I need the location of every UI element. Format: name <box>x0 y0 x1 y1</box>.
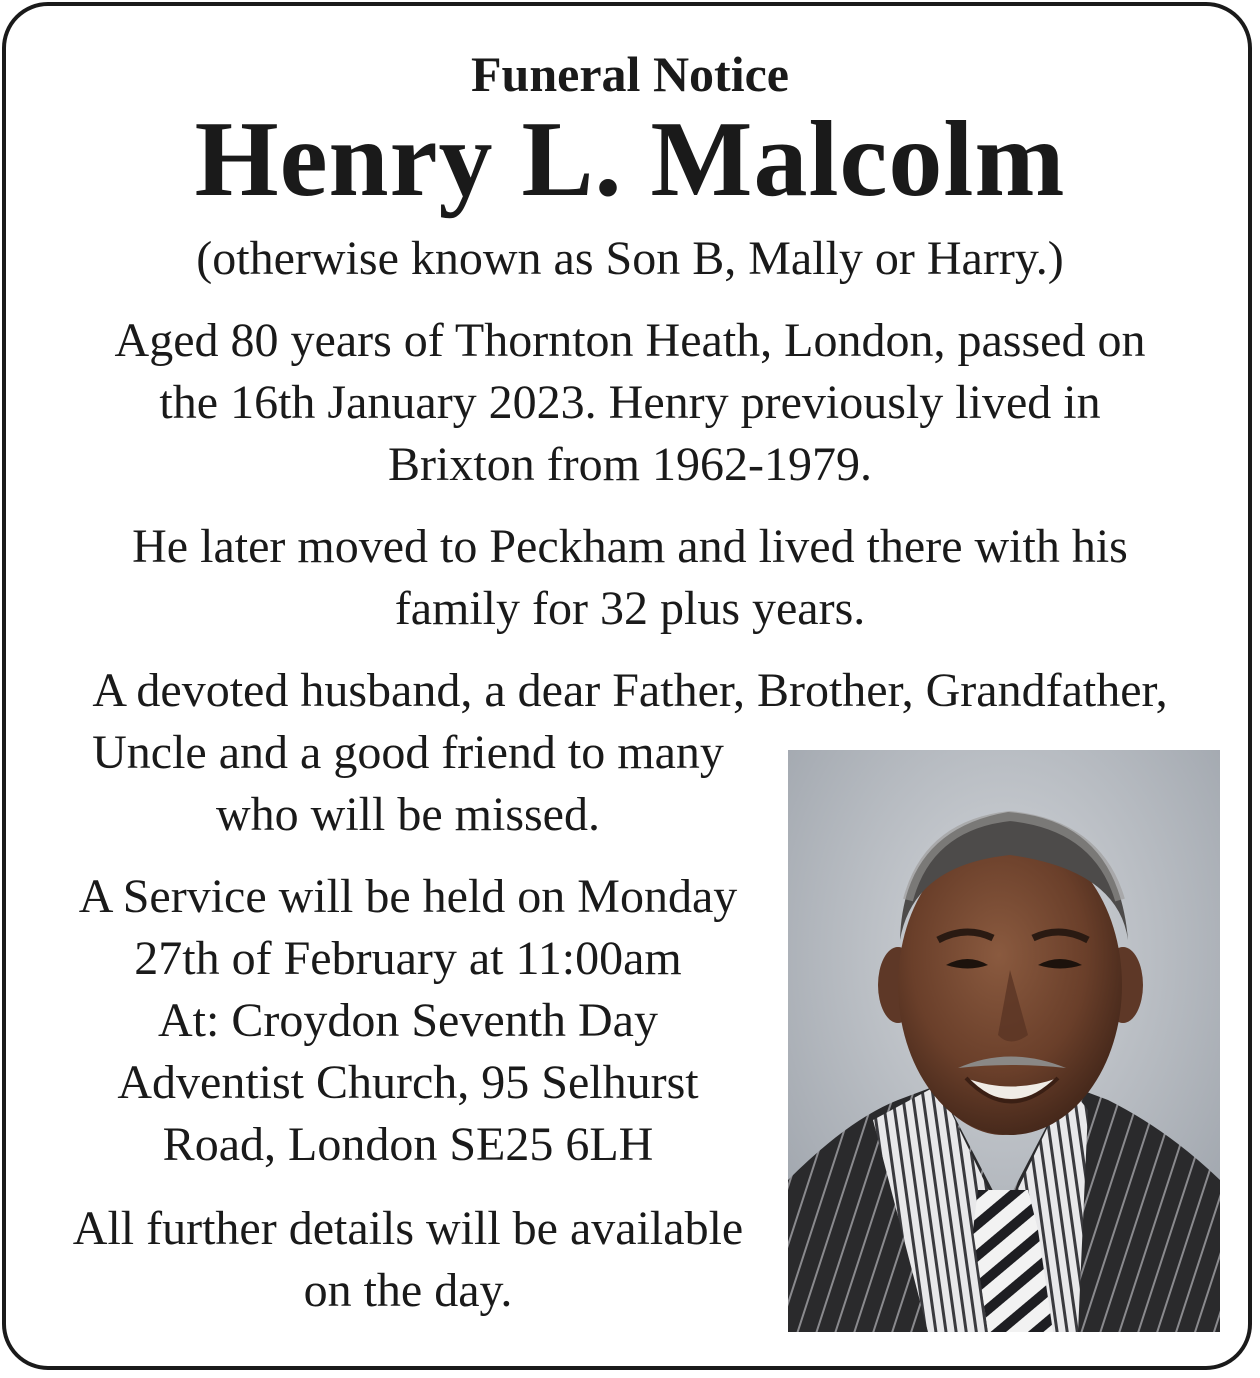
paragraph-line: who will be missed. <box>216 788 600 841</box>
service-line: Road, London SE25 6LH <box>162 1118 654 1171</box>
paragraph-line: the 16th January 2023. Henry previously lived in <box>159 376 1101 429</box>
aka-line <box>0 228 1260 290</box>
portrait-photo-icon <box>788 750 1220 1332</box>
paragraph-residence <box>0 310 1260 496</box>
further-details <box>28 1198 788 1322</box>
service-details <box>28 866 788 1176</box>
aka-text: (otherwise known as Son B, Mally or Harry.) <box>196 232 1064 285</box>
paragraph-line: Uncle and a good friend to many <box>92 726 724 779</box>
portrait-photo <box>788 750 1220 1332</box>
paragraph-line: Brixton from 1962-1979. <box>388 438 872 491</box>
deceased-name: Henry L. Malcolm <box>194 100 1066 219</box>
paragraph-line: A devoted husband, a dear Father, Brother, Grandfather, <box>92 664 1168 717</box>
service-line: 27th of February at 11:00am <box>134 932 682 985</box>
paragraph-line: family for 32 plus years. <box>394 582 866 635</box>
paragraph-devoted-first-line <box>0 660 1260 722</box>
service-line: A Service will be held on Monday <box>78 870 738 923</box>
further-line: on the day. <box>303 1264 513 1317</box>
paragraph-line: Aged 80 years of Thornton Heath, London, passed on <box>114 314 1146 367</box>
paragraph-devoted <box>28 722 788 846</box>
paragraph-line: He later moved to Peckham and lived there with his <box>132 520 1128 573</box>
further-line: All further details will be available <box>72 1202 744 1255</box>
service-line: At: Croydon Seventh Day <box>158 994 658 1047</box>
notice-heading: Funeral Notice <box>471 46 789 102</box>
service-line: Adventist Church, 95 Selhurst <box>117 1056 699 1109</box>
paragraph-peckham <box>0 516 1260 640</box>
